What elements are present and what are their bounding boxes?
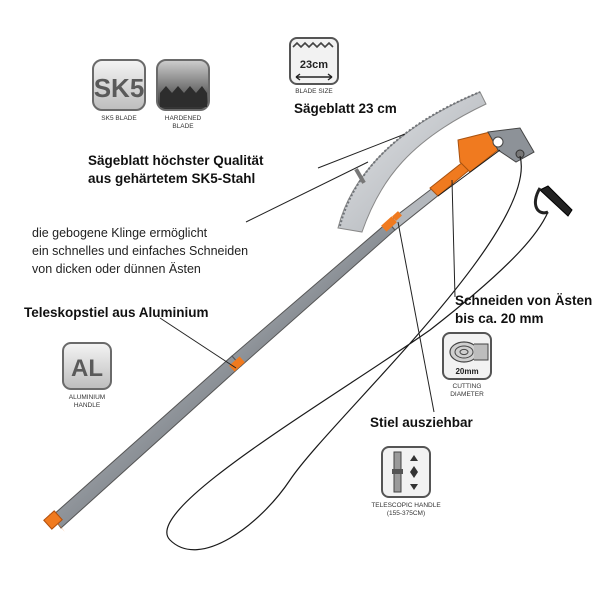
hardened-caption: HARDENED BLADE [164,115,202,130]
sk5-caption: SK5 BLADE [101,115,137,122]
label-extendable: Stiel ausziehbar [370,415,473,430]
aluminium-handle-icon [63,343,111,389]
label-pole: Teleskopstiel aus Aluminium [24,305,209,320]
aluminium-caption: ALUMINIUM HANDLE [68,394,106,409]
telescopic-caption: TELESCOPIC HANDLE (155-375CM) [371,502,441,517]
label-curved-blade: die gebogene Klinge ermöglicht ein schnelles und einfaches Schneiden von dicken oder dünnen Ästen [32,226,249,277]
label-cutting: Schneiden von Ästen bis ca. 20 mm [455,293,593,327]
rope-handle [535,186,572,216]
cutting-diameter-icon [443,333,491,379]
label-blade-length: Sägeblatt 23 cm [294,101,397,116]
cutting-caption: CUTTING DIAMETER [450,383,484,398]
leader-pole [160,318,236,368]
telescopic-handle-icon [382,447,430,497]
leader-cutting [452,180,455,297]
blade-size-caption: BLADE SIZE [295,88,333,95]
aluminium-glyph: AL [71,355,103,382]
cutting-diameter-value: 20mm [455,367,479,376]
hardened-blade-icon [157,60,209,110]
leader-extendable [398,222,434,412]
sk5-glyph: SK5 [93,73,145,103]
blade-size-value: 23cm [299,59,329,71]
label-blade-quality: Sägeblatt höchster Qualität aus gehärtetem SK5-Stahl [88,153,264,187]
blade-size-icon [290,38,338,84]
sk5-steel-icon [93,60,145,110]
